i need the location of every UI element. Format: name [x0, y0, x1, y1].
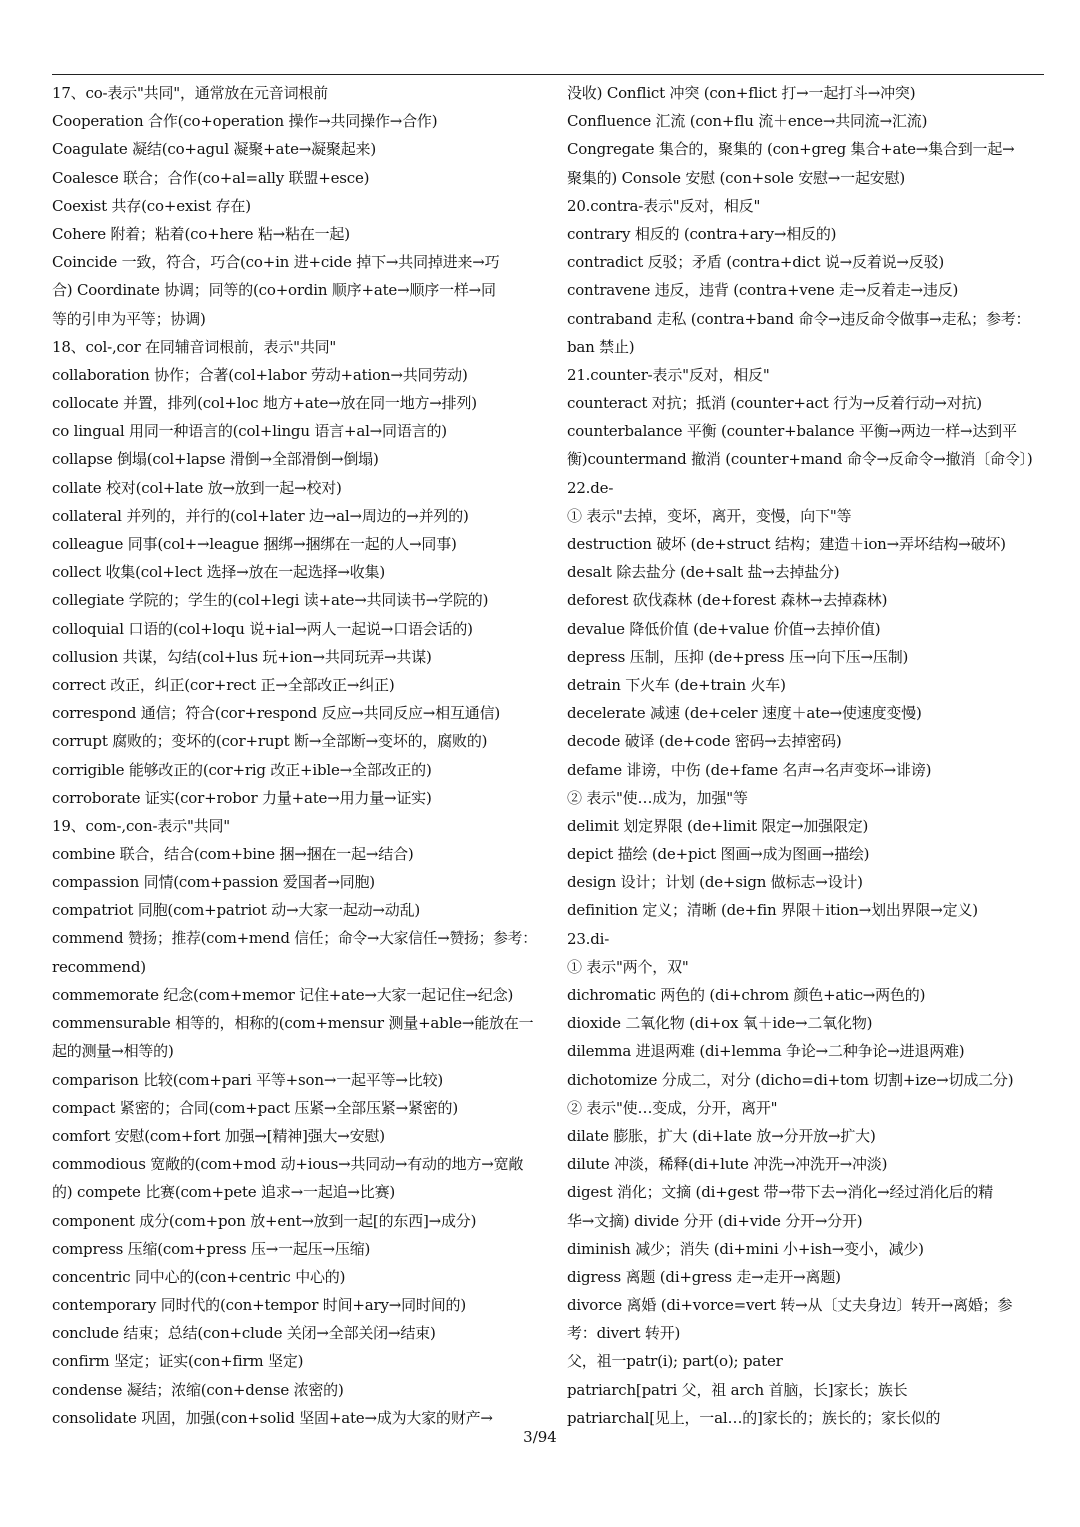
- text-line: decode 破译 (de+code 密码→去掉密码): [567, 732, 842, 751]
- text-line: 20.contra-表示"反对，相反": [567, 196, 761, 215]
- text-line: correct 改正，纠正(cor+rect 正→全部改正→纠正): [52, 675, 395, 694]
- text-line: deforest 砍伐森林 (de+forest 森林→去掉森林): [567, 591, 888, 610]
- text-line: 等的引申为平等；协调): [52, 309, 206, 328]
- text-line: digress 离题 (di+gress 走→走开→离题): [567, 1267, 841, 1286]
- text-line: commend 赞扬；推荐(com+mend 信任；命令→大家信任→赞扬；参考：: [52, 929, 537, 947]
- text-line: corrupt 腐败的；变坏的(cor+rupt 断→全部断→变坏的，腐败的): [52, 732, 488, 751]
- text-line: definition 定义；清晰 (de+fin 界限＋ition→划出界限→定义): [567, 901, 978, 920]
- text-line: concentric 同中心的(con+centric 中心的): [52, 1267, 346, 1286]
- text-line: 的) compete 比赛(com+pete 追求→一起追→比赛): [52, 1183, 396, 1202]
- text-line: contemporary 同时代的(con+tempor 时间+ary→同时间的): [52, 1296, 466, 1315]
- text-line: patriarchal[见上，一al…的]家长的；族长的；家长似的: [567, 1408, 941, 1427]
- text-line: divorce 离婚 (di+vorce=vert 转→从〔丈夫身边〕转开→离婚；参: [567, 1296, 1013, 1315]
- text-line: dilate 膨胀，扩大 (di+late 放→分开放→扩大): [567, 1126, 876, 1145]
- left-column: [52, 79, 542, 1432]
- text-line: Cooperation 合作(co+operation 操作→共同操作→合作): [52, 112, 438, 131]
- text-line: defame 诽谤，中伤 (de+fame 名声→名声变坏→诽谤): [567, 760, 932, 779]
- text-line: 聚集的) Console 安慰 (con+sole 安慰→一起安慰): [567, 168, 906, 187]
- text-line: collocate 并置，排列(col+loc 地方+ate→放在同一地方→排列): [52, 394, 477, 413]
- text-line: depict 描绘 (de+pict 图画→成为图画→描绘): [567, 845, 870, 864]
- text-line: detrain 下火车 (de+train 火车): [567, 675, 786, 694]
- text-line: 衡)countermand 撤消 (counter+mand 命令→反命令→撤消〔命令〕): [567, 450, 1033, 469]
- text-line: diminish 减少；消失 (di+mini 小+ish→变小，减少): [567, 1239, 924, 1258]
- text-line: ban 禁止): [567, 337, 635, 356]
- right-column: [567, 79, 1052, 1432]
- text-line: 21.counter-表示"反对，相反": [567, 365, 770, 384]
- text-line: corrigible 能够改正的(cor+rig 改正+ible→全部改正的): [52, 760, 432, 779]
- text-line: collateral 并列的，并行的(col+later 边→al→周边的→并列的): [52, 506, 469, 525]
- text-line: ① 表示"去掉，变坏，离开，变慢，向下"等: [567, 506, 852, 525]
- text-line: digest 消化；文摘 (di+gest 带→带下去→消化→经过消化后的精: [567, 1183, 994, 1202]
- text-line: counteract 对抗；抵消 (counter+act 行为→反着行动→对抗): [567, 394, 982, 413]
- text-line: corroborate 证实(cor+robor 力量+ate→用力量→证实): [52, 788, 432, 807]
- text-line: collaboration 协作；合著(col+labor 劳动+ation→共同劳动): [52, 365, 468, 384]
- text-line: contraband 走私 (contra+band 命令→违反命令做事→走私；参考：: [567, 309, 1031, 328]
- text-line: comparison 比较(com+pari 平等+son→一起平等→比较): [52, 1070, 444, 1089]
- text-line: 起的测量→相等的): [52, 1042, 174, 1061]
- text-line: dioxide 二氧化物 (di+ox 氧＋ide→二氧化物): [567, 1014, 873, 1033]
- text-line: consolidate 巩固，加强(con+solid 坚固+ate→成为大家的财产→: [52, 1408, 493, 1427]
- text-line: compress 压缩(com+press 压→一起压→压缩): [52, 1239, 371, 1258]
- text-line: compact 紧密的；合同(com+pact 压紧→全部压紧→紧密的): [52, 1098, 459, 1117]
- text-line: destruction 破坏 (de+struct 结构；建造＋ion→弄坏结构→破坏): [567, 535, 1006, 553]
- text-line: devalue 降低价值 (de+value 价值→去掉价值): [567, 619, 881, 638]
- text-line: Cohere 附着；粘着(co+here 粘→粘在一起): [52, 224, 350, 243]
- text-line: 考：divert 转开): [567, 1324, 681, 1343]
- text-line: 合) Coordinate 协调；同等的(co+ordin 顺序+ate→顺序一样→同: [52, 281, 496, 300]
- text-line: colloquial 口语的(col+loqu 说+ial→两人一起说→口语会话的): [52, 619, 473, 638]
- text-line: commemorate 纪念(com+memor 记住+ate→大家一起记住→纪念): [52, 986, 514, 1004]
- text-line: correspond 通信；符合(cor+respond 反应→共同反应→相互通信): [52, 704, 501, 723]
- text-line: design 设计；计划 (de+sign 做标志→设计): [567, 873, 863, 892]
- text-line: compassion 同情(com+passion 爱国者→同胞): [52, 873, 375, 892]
- text-line: confirm 坚定；证实(con+firm 坚定): [52, 1352, 304, 1371]
- text-line: colleague 同事(col+→league 捆绑→捆绑在一起的人→同事): [52, 535, 457, 553]
- text-line: patriarch[patri 父，祖 arch 首脑，长]家长；族长: [567, 1380, 908, 1399]
- text-line: component 成分(com+pon 放+ent→放到一起[的东西]→成分): [52, 1211, 477, 1230]
- text-line: delimit 划定界限 (de+limit 限定→加强限定): [567, 816, 869, 835]
- text-line: depress 压制，压抑 (de+press 压→向下压→压制): [567, 647, 909, 666]
- text-line: condense 凝结；浓缩(con+dense 浓密的): [52, 1380, 344, 1399]
- text-line: collect 收集(col+lect 选择→放在一起选择→收集): [52, 563, 386, 582]
- text-line: compatriot 同胞(com+patriot 动→大家一起动→动乱): [52, 901, 421, 920]
- text-line: Congregate 集合的，聚集的 (con+greg 集合+ate→集合到一起→: [567, 140, 1015, 159]
- text-line: desalt 除去盐分 (de+salt 盐→去掉盐分): [567, 563, 840, 582]
- text-line: 18、col-,cor 在同辅音词根前，表示"共同": [52, 337, 337, 356]
- text-line: contravene 违反，违背 (contra+vene 走→反着走→违反): [567, 281, 959, 300]
- text-line: ① 表示"两个，双": [567, 957, 689, 976]
- text-line: 父，祖一patr(i); part(o); pater: [567, 1352, 783, 1371]
- text-line: 19、com-,con-表示"共同": [52, 816, 230, 835]
- text-line: commodious 宽敞的(com+mod 动+ious→共同动→有动的地方→宽敞: [52, 1155, 524, 1174]
- text-line: contrary 相反的 (contra+ary→相反的): [567, 224, 837, 243]
- text-line: combine 联合，结合(com+bine 捆→捆在一起→结合): [52, 845, 414, 864]
- text-line: commensurable 相等的，相称的(com+mensur 测量+able→能放在一: [52, 1014, 534, 1033]
- text-line: collate 校对(col+late 放→放到一起→校对): [52, 478, 342, 497]
- text-line: co lingual 用同一种语言的(col+lingu 语言+al→同语言的): [52, 422, 447, 441]
- text-line: Coalesce 联合；合作(co+al=ally 联盟+esce): [52, 168, 370, 187]
- text-line: dichromatic 两色的 (di+chrom 颜色+atic→两色的): [567, 986, 926, 1004]
- text-line: decelerate 减速 (de+celer 速度＋ate→使速度变慢): [567, 704, 922, 723]
- top-rule: [52, 74, 1044, 75]
- text-line: 23.di-: [567, 929, 610, 948]
- text-line: conclude 结束；总结(con+clude 关闭→全部关闭→结束): [52, 1324, 436, 1343]
- text-line: counterbalance 平衡 (counter+balance 平衡→两边一样→达到平: [567, 422, 1017, 441]
- text-line: dilemma 进退两难 (di+lemma 争论→二种争论→进退两难): [567, 1042, 965, 1061]
- text-line: 没收) Conflict 冲突 (con+flict 打→一起打斗→冲突): [567, 84, 916, 102]
- page-number: 3/94: [523, 1428, 557, 1446]
- text-line: Confluence 汇流 (con+flu 流＋ence→共同流→汇流): [567, 112, 928, 131]
- text-line: collegiate 学院的；学生的(col+legi 读+ate→共同读书→学院的): [52, 591, 489, 610]
- text-line: Coincide 一致，符合，巧合(co+in 进+cide 掉下→共同掉进来→巧: [52, 253, 500, 272]
- text-line: 17、co-表示"共同"，通常放在元音词根前: [52, 84, 328, 102]
- text-line: Coexist 共存(co+exist 存在): [52, 196, 251, 215]
- text-line: Coagulate 凝结(co+agul 凝聚+ate→凝聚起来): [52, 140, 376, 159]
- text-line: contradict 反驳；矛盾 (contra+dict 说→反着说→反驳): [567, 253, 945, 272]
- text-line: 华→文摘) divide 分开 (di+vide 分开→分开): [567, 1211, 863, 1230]
- text-line: dilute 冲淡，稀释(di+lute 冲洗→冲洗开→冲淡): [567, 1155, 888, 1174]
- text-line: collapse 倒塌(col+lapse 滑倒→全部滑倒→倒塌): [52, 450, 379, 469]
- text-line: recommend): [52, 957, 146, 976]
- text-line: collusion 共谋，勾结(col+lus 玩+ion→共同玩弄→共谋): [52, 647, 432, 666]
- text-line: comfort 安慰(com+fort 加强→[精神]强大→安慰): [52, 1126, 385, 1145]
- text-line: dichotomize 分成二，对分 (dicho=di+tom 切割+ize→切成二分): [567, 1070, 1014, 1089]
- text-line: ② 表示"使…成为，加强"等: [567, 788, 748, 807]
- text-line: 22.de-: [567, 478, 614, 497]
- text-line: ② 表示"使…变成，分开，离开": [567, 1098, 778, 1117]
